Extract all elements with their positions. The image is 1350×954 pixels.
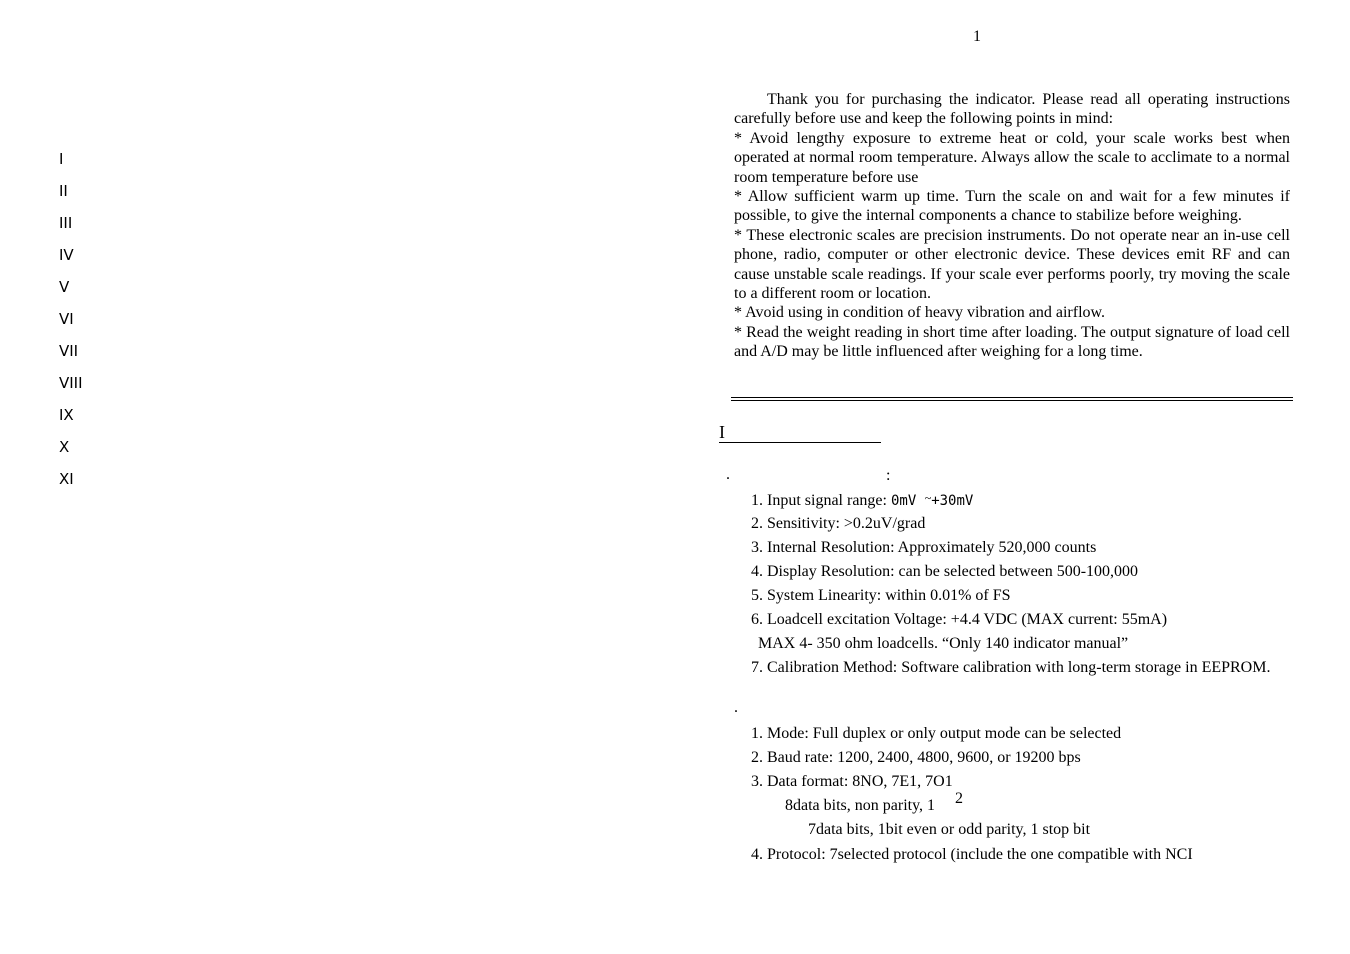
spec-input-label: 1. Input signal range:: [751, 492, 891, 509]
intro-point-interference: * These electronic scales are precision instruments. Do not operate near an in-use cell phone, radio, computer or other electronic device. These devices emit RF and can cause unstable scale readings. If your scale ever performs poorly, try moving the scale to a different room or location.: [734, 226, 1290, 303]
serial-protocol: 4. Protocol: 7selected protocol (include the one compatible with NCI: [751, 846, 1193, 863]
serial-data-format: 3. Data format: 8NO, 7E1, 7O1: [751, 773, 953, 790]
intro-point-reading: * Read the weight reading in short time after loading. The output signature of load cell and A/D may be little influenced after weighing for a long time.: [734, 323, 1290, 361]
spec-internal-resolution: 3. Internal Resolution: Approximately 520,000 counts: [751, 539, 1097, 556]
subsection-colon: :: [886, 467, 891, 484]
page-number: 1: [973, 28, 981, 45]
serial-format-7e1: 7data bits, 1bit even or odd parity, 1 stop bit: [808, 821, 1091, 838]
spec-loadcell-max: MAX 4- 350 ohm loadcells. “Only 140 indicator manual”: [758, 635, 1129, 652]
toc-numeral-8: VIII: [59, 374, 83, 392]
toc-numeral-6: VI: [59, 310, 74, 328]
spec-input-max: +30mV: [931, 493, 974, 509]
spec-sensitivity: 2. Sensitivity: >0.2uV/grad: [751, 515, 926, 532]
spec-excitation-voltage: 6. Loadcell excitation Voltage: +4.4 VDC (MAX current: 55mA): [751, 611, 1168, 628]
intro-point-vibration: * Avoid using in condition of heavy vibration and airflow.: [734, 304, 1106, 322]
spec-input-range: [751, 491, 973, 510]
toc-numeral-11: XI: [59, 470, 74, 488]
toc-numeral-9: IX: [59, 406, 74, 424]
intro-text: [734, 90, 1290, 362]
overlay-page-number: 2: [955, 790, 963, 807]
serial-format-8no: 8data bits, non parity, 1: [785, 797, 936, 814]
serial-baud-rate: 2. Baud rate: 1200, 2400, 4800, 9600, or 19200 bps: [751, 749, 1081, 766]
toc-numeral-4: IV: [59, 246, 74, 264]
toc-numeral-5: V: [59, 278, 70, 296]
toc-numeral-10: X: [59, 438, 70, 456]
double-divider: [731, 397, 1293, 401]
toc-numeral-3: III: [59, 214, 73, 232]
spec-display-resolution: 4. Display Resolution: can be selected between 500-100,000: [751, 563, 1139, 580]
toc-numeral-1: I: [59, 150, 64, 168]
intro-point-temperature: * Avoid lengthy exposure to extreme heat or cold, your scale works best when operated at normal room temperature. Always allow the scale to acclimate to a normal room temperature before use: [734, 129, 1290, 186]
intro-opening: Thank you for purchasing the indicator. Please read all operating instructions carefully before use and keep the following points in mind:: [734, 91, 1290, 128]
subsection-marker: .: [726, 466, 730, 483]
serial-mode: 1. Mode: Full duplex or only output mode can be selected: [751, 725, 1122, 742]
spec-input-min: 0mV: [890, 493, 925, 509]
section-heading: I: [719, 422, 881, 443]
toc-numeral-2: II: [59, 182, 68, 200]
spec-input-tilde: ~: [924, 491, 932, 505]
toc-numeral-7: VII: [59, 342, 79, 360]
spec-linearity: 5. System Linearity: within 0.01% of FS: [751, 587, 1011, 604]
subsection-marker-2: .: [734, 699, 738, 716]
spec-calibration-method: 7. Calibration Method: Software calibration with long-term storage in EEPROM.: [751, 659, 1271, 676]
intro-point-warmup: * Allow sufficient warm up time. Turn the scale on and wait for a few minutes if possible, to give the internal components a chance to stabilize before weighing.: [734, 188, 1290, 225]
